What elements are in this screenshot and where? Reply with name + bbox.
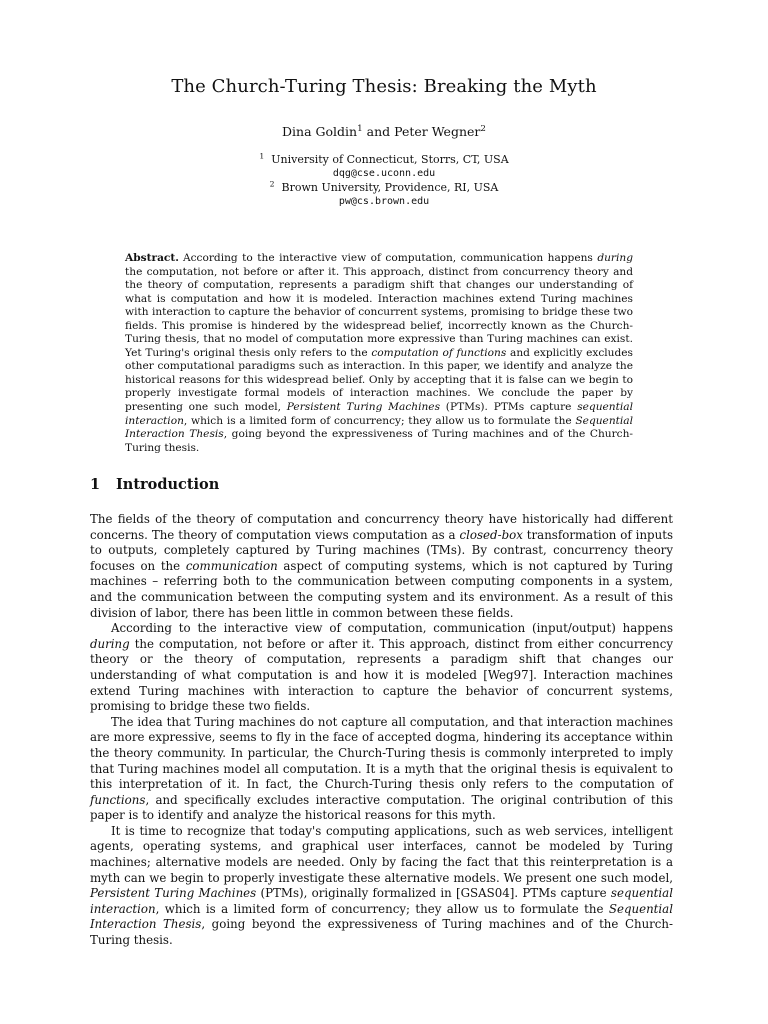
paragraph-text: the computation, not before or after it. This approach, distinct from either concurrency theory or the theory of computation, represents a paradigm shift that changes our understanding of what computation is and how it is modeled [Weg97]. Interaction machines extend Turing machines with interaction to capture the behavior of concurrent systems, promising to bridge these two fields. <box>90 636 673 714</box>
abstract-emphasis: sequential interaction <box>125 401 633 427</box>
section-number: 1 <box>90 476 101 493</box>
paragraph-4 <box>90 824 673 949</box>
abstract-emphasis: during <box>597 252 633 264</box>
paragraph-text: , going beyond the expressiveness of Turing machines and of the Church-Turing thesis. <box>90 917 673 948</box>
author-line <box>0 124 768 139</box>
paragraph-emphasis: Persistent Turing Machines <box>90 886 257 901</box>
affiliation-2-num: 2 <box>269 179 275 189</box>
abstract-text: and explicitly excludes other computational paradigms such as interaction. In this paper, we identify and analyze the historical reasons for this widespread belief. Only by accepting that it is false can we begin to properly investigate formal models of interaction machines. We conclude the paper by presenting one such model, <box>125 346 633 414</box>
affiliation-1-num: 1 <box>259 151 265 161</box>
paragraph-text: (PTMs), originally formalized in [GSAS04]. PTMs capture <box>256 886 611 901</box>
paper-title: The Church-Turing Thesis: Breaking the Myth <box>171 76 597 97</box>
affiliation-2 <box>0 181 768 194</box>
paragraph-text: The idea that Turing machines do not capture all computation, and that interaction machines are more expressive, seems to fly in the face of accepted dogma, hindering its acceptance within the theory community. In particular, the Church-Turing thesis is commonly interpreted to imply that Turing machines model all computation. It is a myth that the original thesis is equivalent to this interpretation of it. In fact, the Church-Turing thesis only refers to the computation of <box>90 714 673 792</box>
paragraph-emphasis: closed-box <box>459 527 523 542</box>
abstract-text: , going beyond the expressiveness of Turing machines and of the Church-Turing thesis. <box>125 428 634 454</box>
affiliation-2-name: Brown University, Providence, RI, USA <box>281 181 499 194</box>
section-body <box>90 512 673 949</box>
paragraph-emphasis: functions <box>90 792 146 807</box>
paragraph-text: The fields of the theory of computation and concurrency theory have historically had different concerns. The theory of computation views computation as a <box>90 512 673 542</box>
author-connector: and <box>362 124 395 139</box>
paragraph-text: aspect of computing systems, which is not captured by Turing machines – referring both to the communication between computing components in a system, and the communication between the computing system and its environment. As a result of this division of labor, there has been little in common between these fields. <box>90 558 673 620</box>
abstract <box>125 252 633 455</box>
section-title: Introduction <box>116 476 220 493</box>
abstract-emphasis: Sequential Interaction Thesis <box>125 414 633 441</box>
abstract-text: According to the interactive view of computation, communication happens <box>182 252 598 264</box>
abstract-emphasis: Persistent Turing Machines <box>286 401 441 414</box>
abstract-emphasis: computation of functions <box>371 346 507 359</box>
affiliation-2-email: pw@cs.brown.edu <box>338 196 430 207</box>
author-2: Peter Wegner <box>394 124 481 139</box>
author-2-sup: 2 <box>480 123 486 134</box>
abstract-text: , which is a limited form of concurrency; they allow us to formulate the <box>183 414 576 427</box>
affiliation-1-email: dqg@cse.uconn.edu <box>332 168 436 179</box>
affiliation-1 <box>0 153 768 166</box>
paragraph-text: transformation of inputs to outputs, completely captured by Turing machines (TMs). By contrast, concurrency theory focuses on the <box>90 527 674 573</box>
author-1: Dina Goldin <box>282 124 358 139</box>
paragraph-text: It is time to recognize that today's computing applications, such as web services, intelligent agents, operating systems, and graphical user interfaces, cannot be modeled by Turing machines; alternative models are needed. Only by facing the fact that this reinterpretation is a myth can we begin to properly investigate these alternative models. We present one such model, <box>90 823 673 885</box>
abstract-label: Abstract. <box>125 252 179 264</box>
paragraph-text: According to the interactive view of computation, communication (input/output) happens <box>111 621 673 636</box>
paragraph-emphasis: sequential interaction <box>90 886 673 916</box>
paragraph-emphasis: communication <box>185 558 278 573</box>
paragraph-1 <box>90 512 673 621</box>
abstract-text: (PTMs). PTMs capture <box>440 401 578 414</box>
section-heading <box>90 476 219 493</box>
paragraph-text: , and specifically excludes interactive computation. The original contribution of this paper is to identify and analyze the historical reasons for this myth. <box>90 792 673 823</box>
paragraph-2 <box>90 621 673 715</box>
paragraph-emphasis: Sequential Interaction Thesis <box>90 901 673 932</box>
author-1-sup: 1 <box>357 123 363 134</box>
paragraph-3 <box>90 715 673 824</box>
abstract-text: the computation, not before or after it. This approach, distinct from concurrency theory and the theory of computation, represents a paradigm shift that changes our understanding of what is computation and how it is modeled. Interaction machines extend Turing machines with interaction to capture the behavior of concurrent systems, promising to bridge these two fields. This promise is hindered by the widespread belief, incorrectly known as the Church-Turing thesis, that no model of computation more expressive than Turing machines can exist. Yet Turing's original thesis only refers to the <box>125 265 633 359</box>
paragraph-text: , which is a limited form of concurrency; they allow us to formulate the <box>155 901 609 916</box>
affiliation-1-name: University of Connecticut, Storrs, CT, USA <box>271 153 509 166</box>
paragraph-emphasis: during <box>90 636 130 651</box>
